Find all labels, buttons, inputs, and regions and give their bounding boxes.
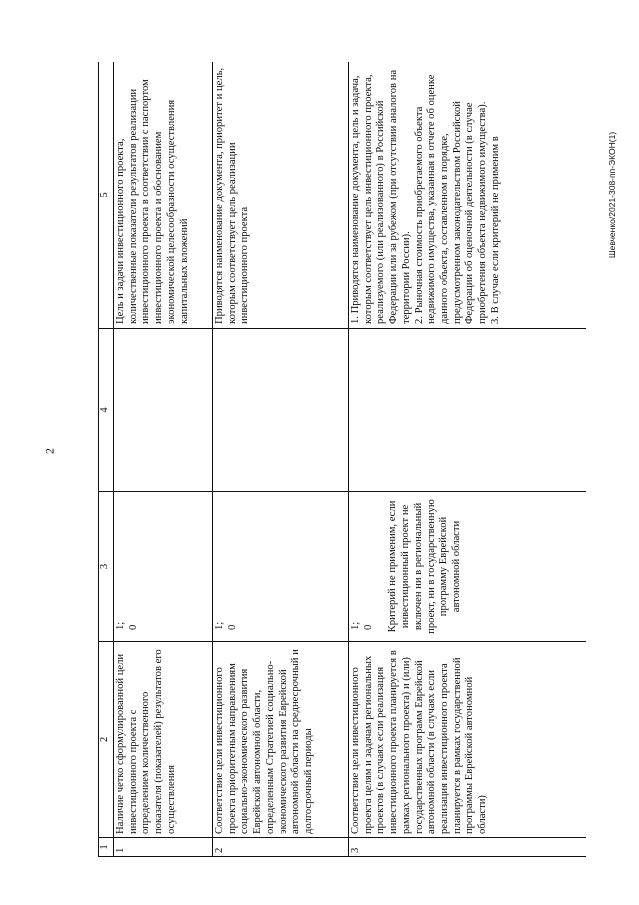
criteria-table [98,62,586,857]
table-row [349,62,587,857]
score-values: 1; 0 [350,621,374,630]
score-cell [213,492,349,642]
document-registration-code: Шевченко/2021-308-пп-ЭКОН(1) [607,131,617,259]
column-4-cell [213,329,349,492]
page-number: 2 [42,448,57,454]
row-number: 1 [114,838,213,857]
criterion-applicability-note: Критерий не применим, если инвестиционный проект не включен ни в региональный проект, ни в государственную программу Еврейской автономной области [387,499,462,634]
header-col-5: 5 [99,62,114,329]
landscape-page-content [98,62,586,857]
score-values: 1; 0 [115,621,139,630]
score-values: 1; 0 [214,621,238,630]
header-col-2: 2 [99,642,114,838]
score-cell [349,492,587,642]
column-4-cell [349,329,587,492]
score-cell [114,492,213,642]
row-number: 3 [349,838,587,857]
criterion-text: Наличие четко сформулированной цели инвестиционного проекта с определением количественного показателя (показателей) результатов его осуществления [114,642,213,838]
rotated-table-area [98,62,586,857]
table-header-row [99,62,114,857]
information-source-text: 1. Приводятся наименование документа, цель и задача, которым соответствует цель инвестиционного проекта, реализуемого (или реализованного) в Российской Федерации или за рубежом (при отсутствии аналогов на территории России). 2. Рыночная стоимость приобретаемого объекта недвижимого имущества, указанная в отчете об оценке данного объекта, составленном в порядке, предусмотренном законодательством Российской Федерации об оценочной деятельности (в случае приобретения объекта недвижимого имущества). 3. В случае если критерий не применим в [349,62,587,329]
criterion-text: Соответствие цели инвестиционного проекта приоритетным направлениям социально-экономического развития Еврейской автономной области, определенным Стратегией социально-экономического развития Еврейской автономной области на среднесрочный и долгосрочный периоды [213,642,349,838]
information-source-text: Приводятся наименование документа, приоритет и цель, которым соответствует цель реализации инвестиционного проекта [213,62,349,329]
row-number: 2 [213,838,349,857]
header-col-4: 4 [99,329,114,492]
criterion-text: Соответствие цели инвестиционного проекта целям и задачам региональных проектов (в случаях если реализация инвестиционного проекта планируется в рамках регионального проекта) и (или) государственных программ Еврейской автономной области (в случаях если реализация инвестиционного проекта планируется в рамках государственной программы Еврейской автономной области) [349,642,587,838]
header-col-3: 3 [99,492,114,642]
table-row [114,62,213,857]
information-source-text: Цель и задачи инвестиционного проекта, количественные показатели результатов реализации инвестиционного проекта в соответствии с паспортом инвестиционного проекта и обоснованием экономической целесообразности осуществления капитальных вложений [114,62,213,329]
column-4-cell [114,329,213,492]
header-col-1: 1 [99,838,114,857]
table-row [213,62,349,857]
